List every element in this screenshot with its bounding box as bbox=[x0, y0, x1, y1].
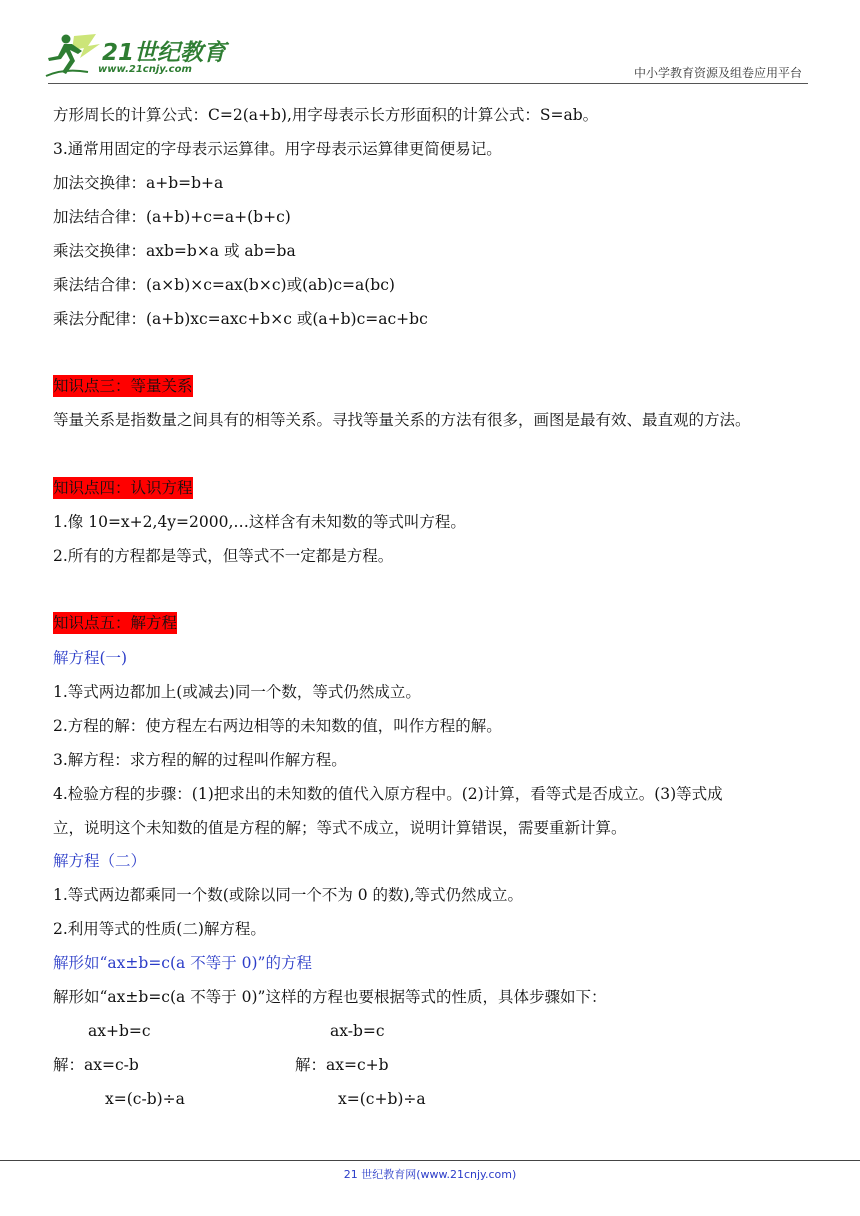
text-line: 方形周长的计算公式：C=2(a+b),用字母表示长方形面积的计算公式：S=ab。 bbox=[53, 106, 599, 124]
equation-right-1: ax-b=c bbox=[330, 1022, 385, 1040]
header-divider bbox=[48, 83, 808, 84]
text-line: 3.通常用固定的字母表示运算律。用字母表示运算律更简便易记。 bbox=[53, 140, 502, 158]
text-line: 1.等式两边都乘同一个数(或除以同一个不为 0 的数),等式仍然成立。 bbox=[53, 886, 524, 904]
logo bbox=[44, 32, 227, 82]
footer-text[interactable]: 21 世纪教育网(www.21cnjy.com) bbox=[343, 1168, 517, 1181]
section-heading-5 bbox=[53, 612, 177, 634]
text-line: 立，说明这个未知数的值是方程的解；等式不成立，说明计算错误，需要重新计算。 bbox=[53, 819, 627, 837]
runner-logo-icon bbox=[44, 32, 102, 78]
equation-right-2: 解：ax=c+b bbox=[295, 1056, 389, 1074]
page-header bbox=[0, 0, 860, 88]
equation-left-2: 解：ax=c-b bbox=[53, 1056, 139, 1074]
equation-left-1: ax+b=c bbox=[88, 1022, 151, 1040]
subheading: 解方程(一) bbox=[53, 649, 128, 667]
section-heading-label: 知识点三：等量关系 bbox=[53, 377, 193, 395]
logo-url: www.21cnjy.com bbox=[98, 64, 192, 75]
text-line: 加法交换律：a+b=b+a bbox=[53, 174, 224, 192]
text-line: 2.方程的解：使方程左右两边相等的未知数的值，叫作方程的解。 bbox=[53, 717, 502, 735]
text-line: 乘法交换律：axb=b×a 或 ab=ba bbox=[53, 242, 296, 260]
section-heading-label: 知识点四：认识方程 bbox=[53, 479, 193, 497]
logo-title: 21世纪教育 bbox=[102, 40, 227, 66]
section-heading-4 bbox=[53, 477, 193, 499]
text-line: 解形如“ax±b=c(a 不等于 0)”这样的方程也要根据等式的性质，具体步骤如下： bbox=[53, 988, 607, 1006]
footer-divider bbox=[0, 1160, 860, 1161]
header-platform-text: 中小学教育资源及组卷应用平台 bbox=[633, 66, 802, 80]
text-line: 4.检验方程的步骤：(1)把求出的未知数的值代入原方程中。(2)计算，看等式是否成立。(3)等式成 bbox=[53, 785, 723, 803]
section-heading-label: 知识点五：解方程 bbox=[53, 614, 178, 632]
text-line: 1.等式两边都加上(或减去)同一个数，等式仍然成立。 bbox=[53, 683, 421, 701]
subheading: 解形如“ax±b=c(a 不等于 0)”的方程 bbox=[53, 954, 312, 972]
text-line: 乘法分配律：(a+b)xc=axc+b×c 或(a+b)c=ac+bc bbox=[53, 310, 428, 328]
text-line: 1.像 10=x+2,4y=2000,…这样含有未知数的等式叫方程。 bbox=[53, 513, 466, 531]
text-line: 2.所有的方程都是等式，但等式不一定都是方程。 bbox=[53, 547, 394, 565]
text-line: 乘法结合律：(a×b)×c=ax(b×c)或(ab)c=a(bc) bbox=[53, 276, 395, 294]
text-line: 2.利用等式的性质(二)解方程。 bbox=[53, 920, 266, 938]
equation-right-3: x=(c+b)÷a bbox=[338, 1090, 426, 1108]
subheading: 解方程（二） bbox=[53, 852, 147, 870]
text-line: 3.解方程：求方程的解的过程叫作解方程。 bbox=[53, 751, 347, 769]
equation-left-3: x=(c-b)÷a bbox=[105, 1090, 185, 1108]
text-line: 等量关系是指数量之间具有的相等关系。寻找等量关系的方法有很多，画图是最有效、最直观的方法。 bbox=[53, 411, 751, 429]
section-heading-3 bbox=[53, 375, 193, 397]
text-line: 加法结合律：(a+b)+c=a+(b+c) bbox=[53, 208, 291, 226]
